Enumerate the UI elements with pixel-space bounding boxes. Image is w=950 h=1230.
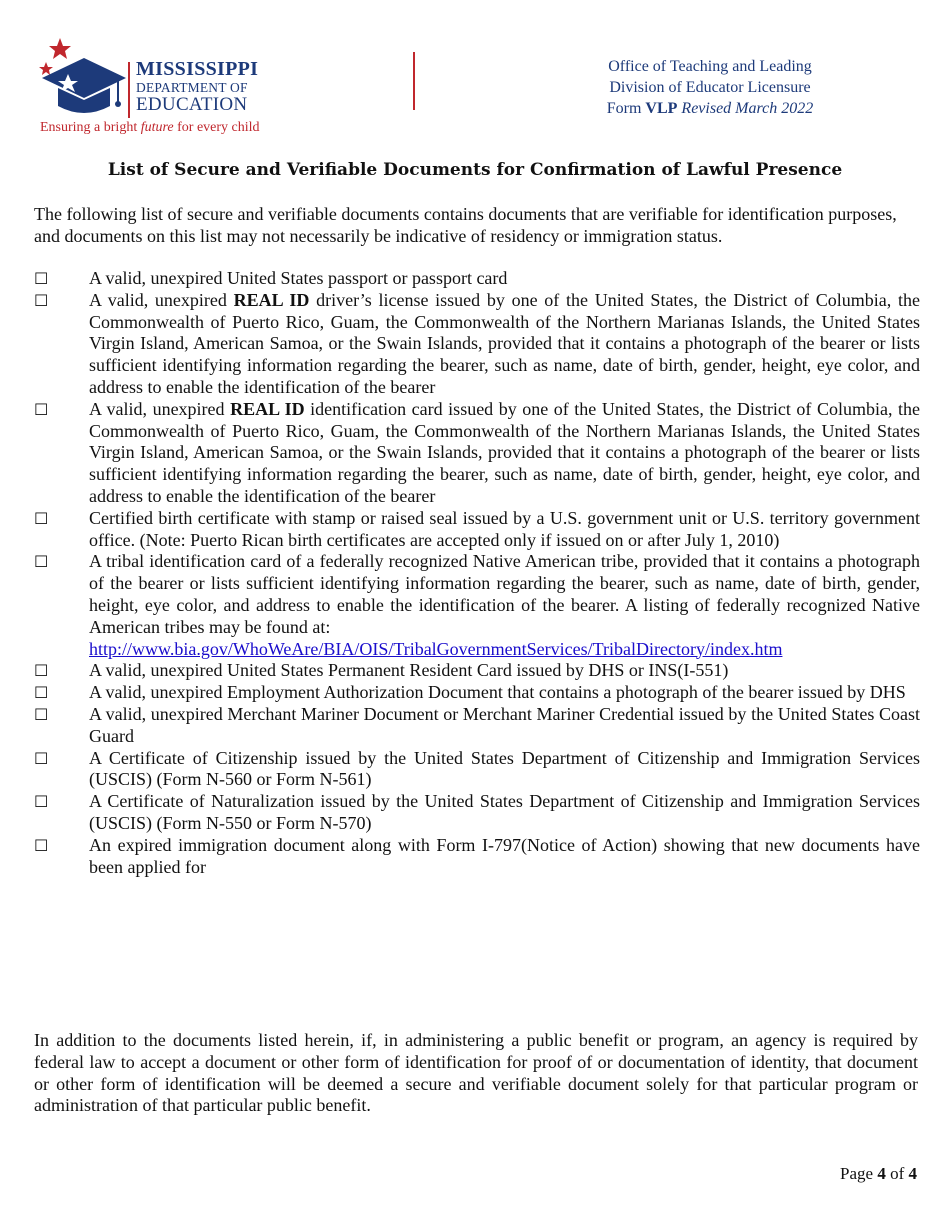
checkbox[interactable]: ☐ [34, 683, 49, 703]
list-item: ☐ A valid, unexpired REAL ID identification card issued by one of the United States, the District of Columbia, the Commonwealth of Puerto Rico, Guam, the Commonwealth of the Northern Marianas Islands, the United States Virgin Island, American Samoa, or the Swain Islands, provided that it contains a photograph of the bearer or lists sufficient identifying information regarding the bearer, such as name, date of birth, gender, height, eye color, and address to enable the identification of the bearer [34, 398, 920, 506]
list-item: ☐ A tribal identification card of a federally recognized Native American tribe, provided that it contains a photograph of the bearer or lists sufficient identifying information regarding the bearer, such as name, date of birth, gender, height, eye color, and address to enable the identification of the bearer. A listing of federally recognized Native American tribes may be found at: http://www.bia.gov/WhoWeAre/BIA/OIS/TribalGovernmentServices/TribalDirectory/index.htm [34, 551, 920, 659]
list-item: ☐ A valid, unexpired REAL ID driver’s license issued by one of the United States, the District of Columbia, the Commonwealth of Puerto Rico, Guam, the Commonwealth of the Northern Marianas Islands, the United States Virgin Island, American Samoa, or the Swain Islands, provided that it contains a photograph of the bearer or lists sufficient identifying information regarding the bearer, such as name, date of birth, gender, height, eye color, and address to enable the identification of the bearer [34, 289, 920, 397]
checkbox[interactable]: ☐ [34, 661, 49, 681]
checkbox[interactable]: ☐ [34, 835, 49, 855]
mde-logo [38, 36, 268, 146]
list-item: ☐ An expired immigration document along with Form I-797(Notice of Action) showing that new documents have been applied for [34, 834, 920, 877]
list-item: ☐ A valid, unexpired Employment Authorization Document that contains a photograph of the bearer issued by DHS [34, 682, 906, 703]
tribal-directory-link[interactable]: http://www.bia.gov/WhoWeAre/BIA/OIS/TribalGovernmentServices/TribalDirectory/index.htm [89, 638, 783, 659]
header-divider [413, 52, 415, 110]
checkbox[interactable]: ☐ [34, 269, 49, 288]
logo-divider [128, 62, 130, 118]
page-title: List of Secure and Verifiable Documents for Confirmation of Lawful Presence [107, 160, 843, 180]
list-item: ☐ A Certificate of Naturalization issued by the United States Department of Citizenship and Immigration Services (USCIS) (Form N-550 or Form N-570) [34, 791, 920, 833]
checkbox[interactable]: ☐ [34, 399, 49, 419]
checkbox[interactable]: ☐ [34, 508, 49, 528]
page-number: Page 4 of 4 [840, 1164, 917, 1183]
list-item: ☐ Certified birth certificate with stamp or raised seal issued by a U.S. government unit or U.S. territory government office. (Note: Puerto Rican birth certificates are accepted only if issued on or after July 1, 2010) [34, 507, 920, 550]
list-item: ☐ A valid, unexpired United States passport or passport card [34, 268, 508, 288]
checkbox[interactable]: ☐ [34, 792, 49, 812]
logo-wordmark [136, 58, 258, 115]
logo-line-1: MISSISSIPPI [136, 58, 259, 80]
intro-paragraph: The following list of secure and verifiable documents contains documents that are verifiable for identification purposes, and documents on this list may not necessarily be indicative of residency or immigration status. [34, 204, 897, 246]
graduation-cap-icon [38, 36, 128, 120]
form-line: Form VLP Revised March 2022 [606, 100, 814, 117]
checkbox[interactable]: ☐ [34, 552, 49, 572]
checkbox[interactable]: ☐ [34, 290, 49, 310]
office-line: Office of Teaching and Leading [608, 58, 812, 75]
logo-tagline: Ensuring a bright future for every child [40, 120, 260, 135]
document-checklist [34, 268, 920, 878]
office-block [560, 56, 860, 119]
logo-line-2: DEPARTMENT OF [136, 80, 248, 95]
logo-line-3: EDUCATION [136, 94, 248, 115]
checkbox[interactable]: ☐ [34, 704, 49, 724]
list-item: ☐ A valid, unexpired Merchant Mariner Document or Merchant Mariner Credential issued by the United States Coast Guard [34, 703, 920, 746]
list-item: ☐ A valid, unexpired United States Permanent Resident Card issued by DHS or INS(I-551) [34, 660, 729, 681]
closing-paragraph: In addition to the documents listed herein, if, in administering a public benefit or program, an agency is required by federal law to accept a document or other form of identification for proof of or documentation of identity, that document or other form of identification will be deemed a secure and verifiable document solely for that particular program or administration of that particular public benefit. [34, 1030, 918, 1116]
list-item: ☐ A Certificate of Citizenship issued by the United States Department of Citizenship and Immigration Services (USCIS) (Form N-560 or Form N-561) [34, 747, 920, 790]
division-line: Division of Educator Licensure [609, 79, 811, 96]
checkbox[interactable]: ☐ [34, 748, 49, 768]
